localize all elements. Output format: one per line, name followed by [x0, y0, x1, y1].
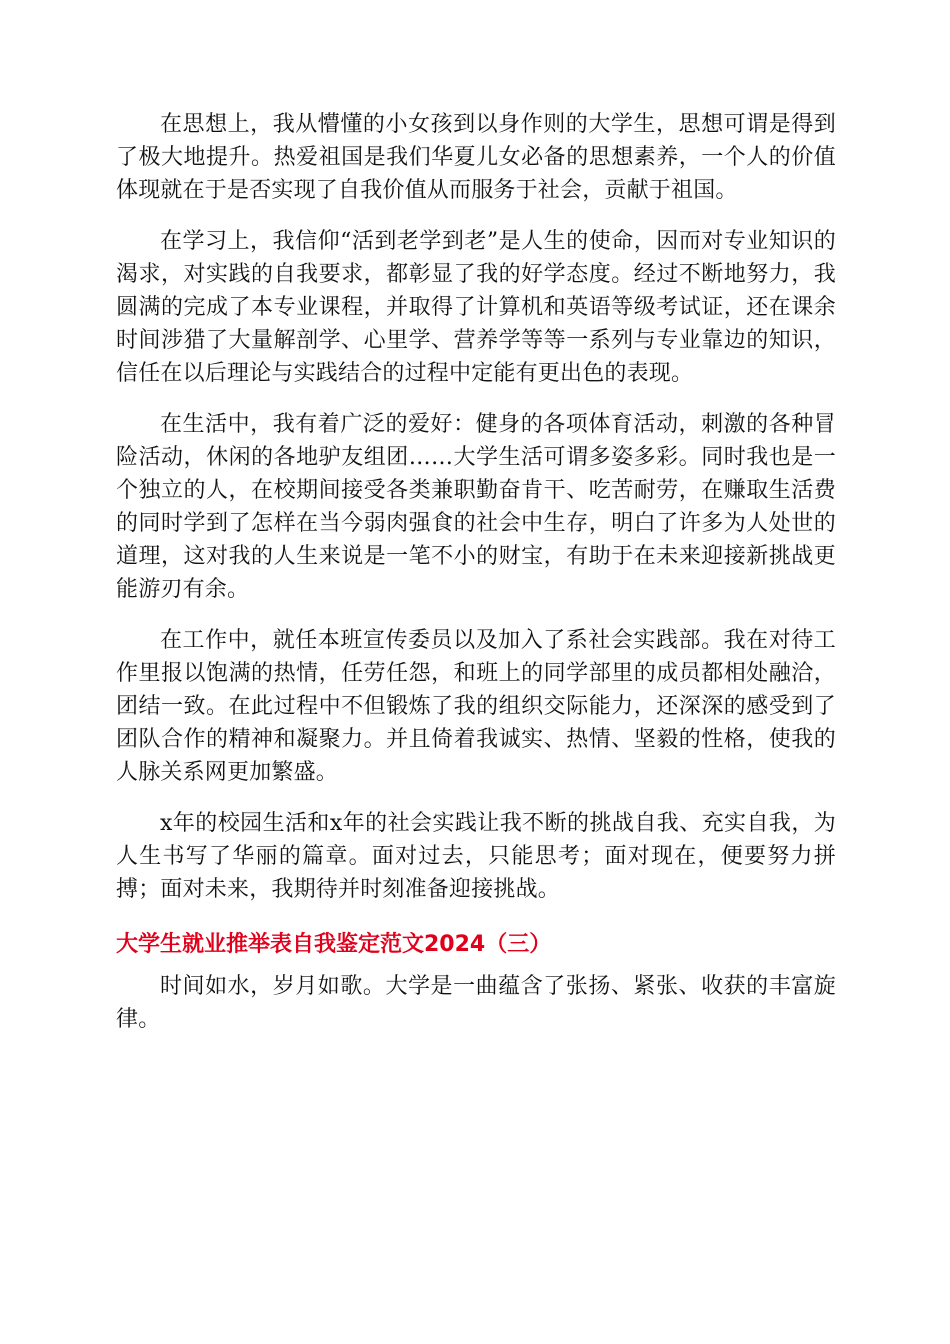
paragraph-intro-three: 时间如水，岁月如歌。大学是一曲蕴含了张扬、紧张、收获的丰富旋律。: [116, 974, 836, 1032]
paragraph-work: 在工作中，就任本班宣传委员以及加入了系社会实践部。我在对待工作里报以饱满的热情，任劳任怨，和班上的同学部里的成员都相处融洽，团结一致。在此过程中不但锻炼了我的组织交际能力，还深深的感受到了团队合作的精神和凝聚力。并且倚着我诚实、热情、坚毅的性格，使我的人脉关系网更加繁盛。: [116, 628, 836, 785]
paragraph-study: 在学习上，我信仰“活到老学到老”是人生的使命，因而对专业知识的渴求，对实践的自我要求，都彰显了我的好学态度。经过不断地努力，我圆满的完成了本专业课程，并取得了计算机和英语等级考试证，还在课余时间涉猎了大量解剖学、心里学、营养学等等一系列与专业靠边的知识，信任在以后理论与实践结合的过程中定能有更出色的表现。: [116, 229, 836, 386]
document-page: [116, 108, 836, 1054]
paragraph-thought: 在思想上，我从懵懂的小女孩到以身作则的大学生，思想可谓是得到了极大地提升。热爱祖国是我们华夏儿女必备的思想素养，一个人的价值体现就在于是否实现了自我价值从而服务于社会，贡献于祖国。: [116, 112, 836, 203]
paragraph-life: 在生活中，我有着广泛的爱好：健身的各项体育活动，刺激的各种冒险活动，休闲的各地驴友组团……大学生活可谓多姿多彩。同时我也是一个独立的人，在校期间接受各类兼职勤奋肯干、吃苦耐劳，在赚取生活费的同时学到了怎样在当今弱肉强食的社会中生存，明白了许多为人处世的道理，这对我的人生来说是一笔不小的财宝，有助于在未来迎接新挑战更能游刃有余。: [116, 412, 836, 602]
section-heading: 大学生就业推举表自我鉴定范文2024（三）: [116, 932, 552, 957]
paragraph-summary: x年的校园生活和x年的社会实践让我不断的挑战自我、充实自我，为人生书写了华丽的篇章。面对过去，只能思考；面对现在，便要努力拼搏；面对未来，我期待并时刻准备迎接挑战。: [116, 811, 836, 902]
